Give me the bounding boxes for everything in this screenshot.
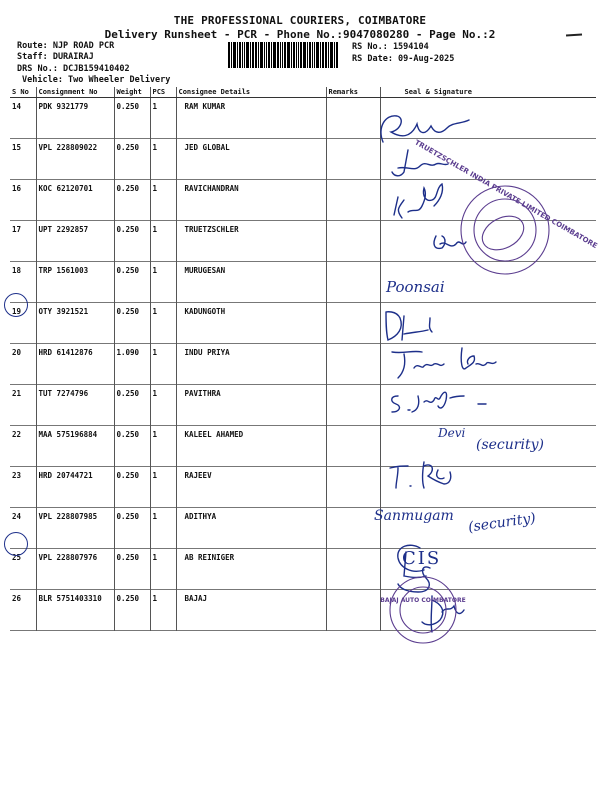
row-consignee: INDU PRIYA bbox=[176, 344, 326, 385]
row-pcs: 1 bbox=[150, 508, 176, 549]
route-label: Route: NJP ROAD PCR bbox=[17, 41, 115, 51]
row-consignment-no: KOC 62120701 bbox=[36, 180, 114, 221]
vehicle-label: Vehicle: Two Wheeler Delivery bbox=[22, 75, 171, 85]
row-pcs: 1 bbox=[150, 139, 176, 180]
row-consignee: RAM KUMAR bbox=[176, 98, 326, 139]
row-pcs: 1 bbox=[150, 221, 176, 262]
row-sno: 22 bbox=[12, 430, 22, 439]
company-seal-text: TRUETZSCHLER INDIA PRIVATE LIMITED COIMBATORE bbox=[413, 138, 599, 251]
row-consignment-no: PDK 9321779 bbox=[36, 98, 114, 139]
signature-rajeev bbox=[390, 462, 451, 488]
staff-label: Staff: DURAIRAJ bbox=[17, 52, 94, 62]
col-weight: Weight bbox=[114, 87, 150, 98]
bajaj-seal-text: BAJAJ AUTO COIMBATORE bbox=[380, 597, 466, 604]
row-consignee: TRUETZSCHLER bbox=[176, 221, 326, 262]
col-consignee: Consignee Details bbox=[176, 87, 326, 98]
row-consignment-no: HRD 61412876 bbox=[36, 344, 114, 385]
handwriting-cis: CIS bbox=[402, 548, 442, 569]
rs-number: RS No.: 1594104 bbox=[352, 42, 429, 52]
col-seal-signature: Seal & Signature bbox=[380, 87, 596, 98]
row-sno: 25 bbox=[12, 553, 22, 562]
row-sno: 14 bbox=[12, 102, 22, 111]
row-consignment-no: VPL 228807976 bbox=[36, 549, 114, 590]
row-sno: 19 bbox=[12, 307, 22, 316]
col-remarks: Remarks bbox=[326, 87, 380, 98]
handwriting-devi: Devi bbox=[438, 426, 466, 440]
row-weight: 0.250 bbox=[114, 262, 150, 303]
row-weight: 1.090 bbox=[114, 344, 150, 385]
row-weight: 0.250 bbox=[114, 467, 150, 508]
row-consignee: AB REINIGER bbox=[176, 549, 326, 590]
row-sno: 26 bbox=[12, 594, 22, 603]
row-weight: 0.250 bbox=[114, 98, 150, 139]
row-consignee: RAVICHANDRAN bbox=[176, 180, 326, 221]
row-consignee: PAVITHRA bbox=[176, 385, 326, 426]
row-weight: 0.250 bbox=[114, 303, 150, 344]
handwriting-poonsai: Poonsai bbox=[386, 278, 445, 296]
col-pcs: PCS bbox=[150, 87, 176, 98]
row-sno: 21 bbox=[12, 389, 22, 398]
rs-date: RS Date: 09-Aug-2025 bbox=[352, 54, 455, 64]
row-consignee: MURUGESAN bbox=[176, 262, 326, 303]
col-sno: S No bbox=[10, 87, 36, 98]
signature-ravichandran bbox=[394, 184, 443, 218]
row-weight: 0.250 bbox=[114, 508, 150, 549]
row-weight: 0.250 bbox=[114, 139, 150, 180]
row-sno: 18 bbox=[12, 266, 22, 275]
row-pcs: 1 bbox=[150, 549, 176, 590]
row-weight: 0.250 bbox=[114, 426, 150, 467]
row-consignee: RAJEEV bbox=[176, 467, 326, 508]
row-weight: 0.250 bbox=[114, 221, 150, 262]
handwriting-sanmugam-security: (security) bbox=[467, 510, 537, 536]
row-weight: 0.250 bbox=[114, 180, 150, 221]
row-pcs: 1 bbox=[150, 98, 176, 139]
row-sno: 24 bbox=[12, 512, 22, 521]
row-consignment-no: UPT 2292857 bbox=[36, 221, 114, 262]
row-sno: 20 bbox=[12, 348, 22, 357]
row-pcs: 1 bbox=[150, 385, 176, 426]
runsheet-subtitle: Delivery Runsheet - PCR - Phone No.:9047080280 - Page No.:2 bbox=[104, 28, 496, 41]
row-consignment-no: BLR 5751403310 bbox=[36, 590, 114, 631]
row-consignee: KALEEL AHAMED bbox=[176, 426, 326, 467]
handwriting-devi-security: (security) bbox=[476, 437, 544, 453]
row-weight: 0.250 bbox=[114, 385, 150, 426]
row-sno: 15 bbox=[12, 143, 22, 152]
row-sno: 16 bbox=[12, 184, 22, 193]
row-consignment-no: MAA 575196884 bbox=[36, 426, 114, 467]
row-consignment-no: HRD 20744721 bbox=[36, 467, 114, 508]
row-pcs: 1 bbox=[150, 467, 176, 508]
row-consignment-no: TUT 7274796 bbox=[36, 385, 114, 426]
row-sno: 23 bbox=[12, 471, 22, 480]
row-consignment-no: VPL 228807985 bbox=[36, 508, 114, 549]
drs-number: DRS No.: DCJB159410402 bbox=[17, 64, 130, 74]
row-consignee: ADITHYA bbox=[176, 508, 326, 549]
row-sno: 17 bbox=[12, 225, 22, 234]
row-weight: 0.250 bbox=[114, 590, 150, 631]
row-consignee: BAJAJ bbox=[176, 590, 326, 631]
row-consignment-no: OTY 3921521 bbox=[36, 303, 114, 344]
handwriting-sanmugam: Sanmugam bbox=[374, 508, 454, 524]
row-consignee: KADUNGOTH bbox=[176, 303, 326, 344]
signature-kadungoth bbox=[386, 312, 432, 340]
serial-25-circle bbox=[4, 532, 28, 556]
signature-pavithra bbox=[392, 392, 486, 412]
row-consignment-no: TRP 1561003 bbox=[36, 262, 114, 303]
row-pcs: 1 bbox=[150, 180, 176, 221]
row-pcs: 1 bbox=[150, 344, 176, 385]
row-pcs: 1 bbox=[150, 262, 176, 303]
signature-ram-kumar bbox=[381, 116, 469, 142]
row-consignment-no: VPL 228809022 bbox=[36, 139, 114, 180]
row-consignee: JED GLOBAL bbox=[176, 139, 326, 180]
signature-indu-priya bbox=[392, 348, 496, 378]
row-weight: 0.250 bbox=[114, 549, 150, 590]
serial-19-circle bbox=[4, 293, 28, 317]
row-pcs: 1 bbox=[150, 590, 176, 631]
row-pcs: 1 bbox=[150, 303, 176, 344]
company-title: THE PROFESSIONAL COURIERS, COIMBATORE bbox=[173, 14, 427, 27]
row-pcs: 1 bbox=[150, 426, 176, 467]
col-consignment: Consignment No bbox=[36, 87, 114, 98]
